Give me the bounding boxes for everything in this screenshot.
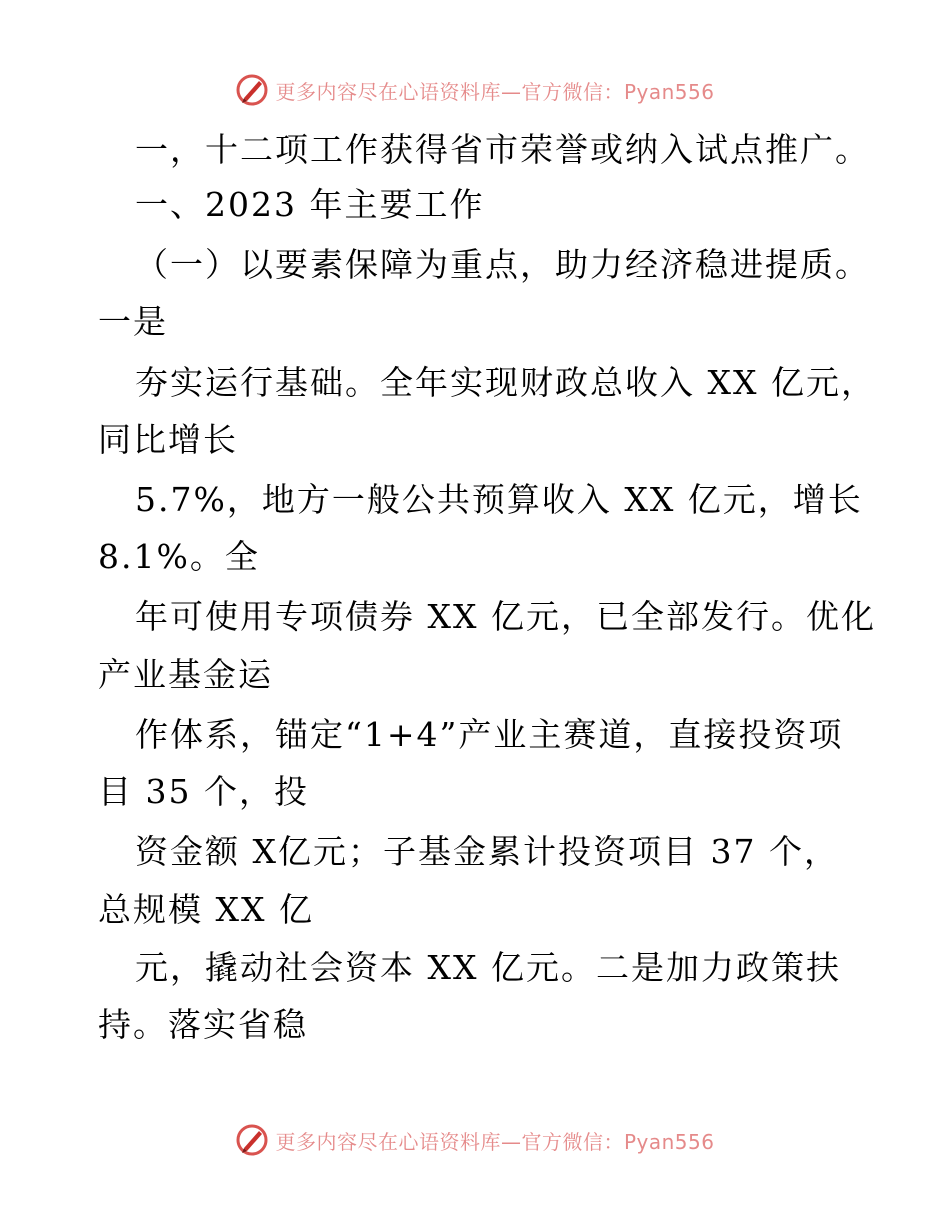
text-line: 持。落实省稳 [98,1005,308,1044]
section-heading: 一、2023 年主要工作 [135,185,485,224]
text-line: 8.1%。全 [98,537,260,576]
watermark-text: 更多内容尽在心语资料库—官方微信：Pyan556 [275,79,715,104]
text-line: 产业基金运 [98,655,273,694]
text-line: 目 35 个，投 [98,772,309,811]
text-line: 同比增长 [98,420,238,459]
text-line: 5.7%，地方一般公共预算收入 XX 亿元，增长 [135,480,863,519]
pen-logo-icon [235,1123,269,1157]
text-line: 总规模 XX 亿 [98,890,314,929]
text-line: 资金额 X亿元；子基金累计投资项目 37 个， [135,832,839,871]
subsection-heading: （一）以要素保障为重点，助力经济稳进提质。 [135,245,870,284]
text-line: 夯实运行基础。全年实现财政总收入 XX 亿元， [135,363,876,402]
text-line: 一是 [98,302,168,341]
watermark-text: 更多内容尽在心语资料库—官方微信：Pyan556 [275,1129,715,1154]
text-line: 作体系，锚定“1+4”产业主赛道，直接投资项 [135,715,844,754]
text-line: 一，十二项工作获得省市荣誉或纳入试点推广。 [135,130,870,169]
text-line: 元，撬动社会资本 XX 亿元。二是加力政策扶 [135,948,841,987]
text-line: 年可使用专项债券 XX 亿元，已全部发行。优化 [135,597,876,636]
footer-watermark [0,1120,950,1160]
